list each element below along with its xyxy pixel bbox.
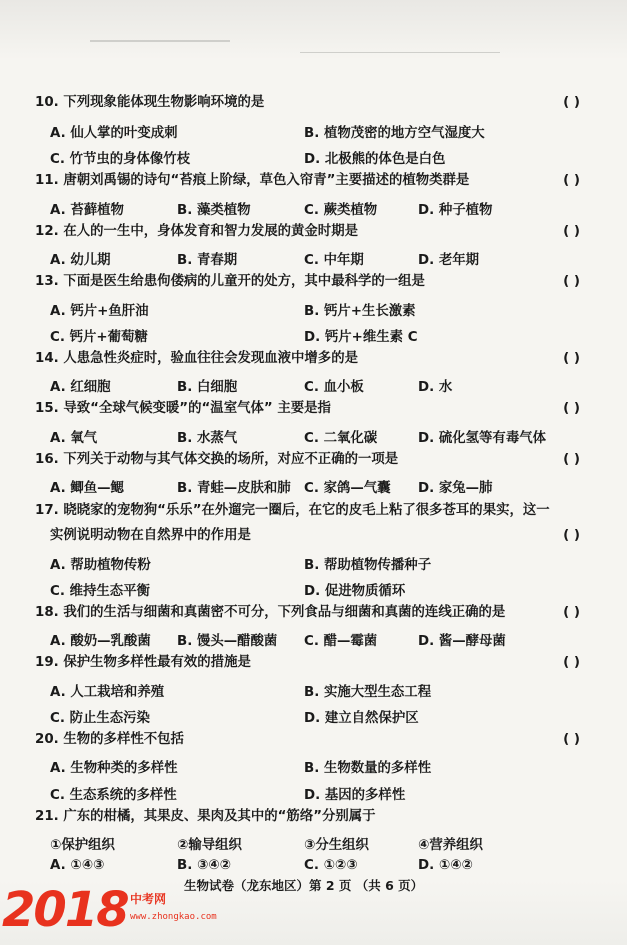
question-17-line2	[50, 527, 580, 545]
question-20	[35, 731, 580, 749]
question-stem: 14. 人患急性炎症时，验血往往会发现血液中增多的是	[35, 351, 358, 366]
option-c: C. 竹节虫的身体像竹枝	[50, 152, 191, 167]
option-c: C. 家鸽—气囊	[304, 481, 391, 496]
question-11	[35, 172, 580, 190]
question-stem: 18. 我们的生活与细菌和真菌密不可分，下列食品与细菌和真菌的连线正确的是	[35, 605, 506, 620]
option-d: D. ①④②	[418, 858, 473, 873]
option-a: A. 酸奶—乳酸菌	[50, 634, 151, 649]
question-stem: 15. 导致“全球气候变暖”的“温室气体” 主要是指	[35, 401, 331, 416]
option-a: A. 仙人掌的叶变成刺	[50, 126, 178, 141]
option-a: A. 红细胞	[50, 380, 111, 395]
answer-paren: ( )	[563, 528, 580, 543]
option-a: A. 钙片+鱼肝油	[50, 304, 149, 319]
option-b: B. 植物茂密的地方空气湿度大	[304, 126, 485, 141]
question-stem: 11. 唐朝刘禹锡的诗句“苔痕上阶绿，草色入帘青”主要描述的植物类群是	[35, 173, 470, 188]
option-d: D. 种子植物	[418, 203, 493, 218]
answer-paren: ( )	[563, 452, 580, 467]
logo-site-name: 中考网	[130, 892, 167, 906]
option-c: C. 生态系统的多样性	[50, 788, 177, 803]
question-13	[35, 273, 580, 291]
option-c: C. 蕨类植物	[304, 203, 378, 218]
option-c: C. ①②③	[304, 858, 358, 873]
option-c: C. 防止生态污染	[50, 711, 150, 726]
question-stem: 21. 广东的柑橘，其果皮、果肉及其中的“筋络”分别属于	[35, 809, 376, 824]
logo-number: 2018	[2, 882, 128, 938]
option-c: C. 维持生态平衡	[50, 584, 150, 599]
option-a: A. 人工栽培和养殖	[50, 685, 165, 700]
answer-paren: ( )	[563, 274, 580, 289]
option-d: D. 酱—酵母菌	[418, 634, 506, 649]
answer-paren: ( )	[563, 605, 580, 620]
question-stem: 20. 生物的多样性不包括	[35, 732, 184, 747]
site-logo	[0, 882, 217, 938]
option-b: B. 馒头—醋酸菌	[177, 634, 278, 649]
item-4: ④营养组织	[418, 838, 483, 853]
option-b: B. ③④②	[177, 858, 231, 873]
question-12	[35, 223, 580, 241]
item-3: ③分生组织	[304, 838, 369, 853]
item-1: ①保护组织	[50, 838, 115, 853]
option-b: B. 青春期	[177, 253, 238, 268]
option-c: C. 钙片+葡萄糖	[50, 330, 148, 345]
option-c: C. 二氧化碳	[304, 431, 378, 446]
option-b: B. 实施大型生态工程	[304, 685, 432, 700]
option-c: C. 醋—霉菌	[304, 634, 378, 649]
option-b: B. 帮助植物传播种子	[304, 558, 432, 573]
scan-artifact	[300, 52, 500, 53]
question-16	[35, 451, 580, 469]
scan-artifact	[90, 40, 230, 42]
question-stem: 12. 在人的一生中，身体发育和智力发展的黄金时期是	[35, 224, 358, 239]
question-14	[35, 350, 580, 368]
question-stem: 16. 下列关于动物与其气体交换的场所，对应不正确的一项是	[35, 452, 399, 467]
option-a: A. 苔藓植物	[50, 203, 124, 218]
question-18	[35, 604, 580, 622]
question-19	[35, 654, 580, 672]
option-b: B. 水蒸气	[177, 431, 238, 446]
answer-paren: ( )	[563, 224, 580, 239]
page-footer: 生物试卷（龙东地区）第 2 页 （共 6 页）	[184, 878, 424, 893]
option-a: A. 幼儿期	[50, 253, 111, 268]
option-b: B. 钙片+生长激素	[304, 304, 416, 319]
option-a: A. 生物种类的多样性	[50, 761, 178, 776]
logo-url: www.zhongkao.com	[130, 912, 217, 922]
question-10	[35, 94, 580, 112]
option-d: D. 钙片+维生素 C	[304, 330, 418, 345]
option-a: A. 氧气	[50, 431, 98, 446]
question-21	[35, 808, 580, 826]
item-2: ②输导组织	[177, 838, 242, 853]
option-b: B. 生物数量的多样性	[304, 761, 432, 776]
option-d: D. 促进物质循环	[304, 584, 406, 599]
option-d: D. 家兔—肺	[418, 481, 493, 496]
question-stem: 17. 晓晓家的宠物狗“乐乐”在外遛完一圈后，在它的皮毛上粘了很多苍耳的果实，这一	[35, 503, 550, 518]
question-stem-continued: 实例说明动物在自然界中的作用是	[50, 528, 251, 543]
option-c: C. 血小板	[304, 380, 364, 395]
question-15	[35, 400, 580, 418]
answer-paren: ( )	[563, 95, 580, 110]
option-b: B. 青蛙—皮肤和肺	[177, 481, 291, 496]
option-d: D. 老年期	[418, 253, 480, 268]
option-a: A. 帮助植物传粉	[50, 558, 151, 573]
option-a: A. ①④③	[50, 858, 105, 873]
question-stem: 10. 下列现象能体现生物影响环境的是	[35, 95, 265, 110]
option-c: C. 中年期	[304, 253, 364, 268]
option-a: A. 鲫鱼—鳃	[50, 481, 124, 496]
answer-paren: ( )	[563, 173, 580, 188]
option-d: D. 硫化氢等有毒气体	[418, 431, 546, 446]
option-d: D. 基因的多样性	[304, 788, 406, 803]
answer-paren: ( )	[563, 732, 580, 747]
answer-paren: ( )	[563, 351, 580, 366]
answer-paren: ( )	[563, 655, 580, 670]
question-17	[35, 502, 580, 520]
option-b: B. 藻类植物	[177, 203, 251, 218]
answer-paren: ( )	[563, 401, 580, 416]
option-d: D. 北极熊的体色是白色	[304, 152, 446, 167]
question-stem: 19. 保护生物多样性最有效的措施是	[35, 655, 251, 670]
option-d: D. 建立自然保护区	[304, 711, 419, 726]
question-stem: 13. 下面是医生给患佝偻病的儿童开的处方，其中最科学的一组是	[35, 274, 425, 289]
option-d: D. 水	[418, 380, 453, 395]
option-b: B. 白细胞	[177, 380, 238, 395]
